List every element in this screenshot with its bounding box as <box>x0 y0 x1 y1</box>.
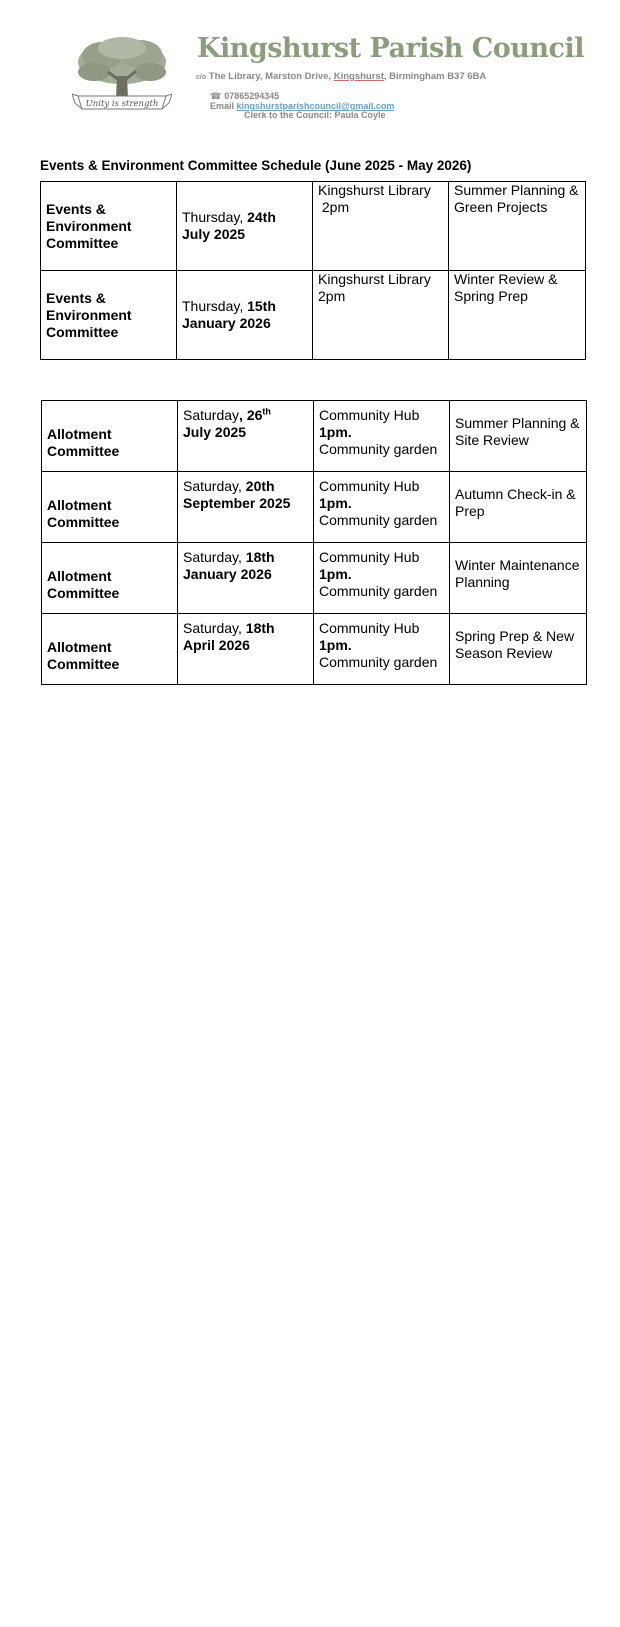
committee-cell: Allotment Committee <box>42 472 178 543</box>
committee-cell: Events & Environment Committee <box>41 271 177 360</box>
meeting-time: 1pm. <box>319 495 352 511</box>
venue-name: Community Hub <box>319 478 420 494</box>
meeting-date-number: , 26 <box>239 407 263 423</box>
topic-cell: Winter Review & Spring Prep <box>449 271 586 360</box>
date-cell <box>178 543 314 614</box>
allotment-schedule-table <box>41 400 587 685</box>
venue-cell <box>314 543 450 614</box>
venue-cell <box>314 472 450 543</box>
committee-cell: Allotment Committee <box>42 543 178 614</box>
topic-cell: Winter Maintenance Planning <box>450 543 587 614</box>
meeting-date-number: 18th <box>241 549 275 565</box>
phone-number: 07865294345 <box>224 91 280 101</box>
meeting-time: 2pm <box>318 288 346 304</box>
email-label: Email <box>210 101 235 111</box>
table-row <box>41 271 586 360</box>
meeting-day: Saturday, <box>183 620 242 636</box>
meeting-date-number: 20th <box>241 478 275 494</box>
topic-cell: Summer Planning & Site Review <box>450 401 587 472</box>
meeting-time: 2pm <box>318 199 350 215</box>
meeting-date-number: 18th <box>241 620 275 636</box>
table-row <box>42 401 587 472</box>
council-address <box>196 71 496 83</box>
venue-cell <box>313 271 449 360</box>
letterhead <box>0 0 620 130</box>
address-prefix: c/o <box>196 74 207 81</box>
meeting-time: 1pm. <box>319 566 352 582</box>
meeting-day: Saturday, <box>183 549 242 565</box>
meeting-date: 15th January 2026 <box>182 298 276 331</box>
events-schedule-table <box>40 181 586 360</box>
venue-name: Kingshurst Library <box>318 271 431 287</box>
venue-name: Community Hub <box>319 620 420 636</box>
committee-cell: Allotment Committee <box>42 401 178 472</box>
phone-icon: ☎ <box>210 91 222 101</box>
topic-cell: Summer Planning & Green Projects <box>449 182 586 271</box>
date-cell <box>178 472 314 543</box>
meeting-time: 1pm. <box>319 637 352 653</box>
table-row <box>42 614 587 685</box>
venue-location: Community garden <box>319 654 438 670</box>
venue-name: Kingshurst Library <box>318 182 431 198</box>
address-town: Kingshurst <box>333 71 384 82</box>
committee-cell: Allotment Committee <box>42 614 178 685</box>
table-row <box>41 182 586 271</box>
logo-motto: Unity is strength <box>85 99 159 109</box>
meeting-month-year: September 2025 <box>183 495 291 511</box>
meeting-month-year: April 2026 <box>183 637 250 653</box>
meeting-day: Thursday, <box>182 209 244 225</box>
meeting-time: 1pm. <box>319 424 352 440</box>
address-street: The Library, Marston Drive, <box>208 71 332 82</box>
table-row <box>42 543 587 614</box>
committee-cell: Events & Environment Committee <box>41 182 177 271</box>
meeting-day: Saturday, <box>183 478 242 494</box>
date-suffix: th <box>262 406 271 417</box>
schedule-heading: Events & Environment Committee Schedule (June 2025 - May 2026) <box>40 158 472 173</box>
oak-tree-logo-icon <box>72 36 172 120</box>
venue-name: Community Hub <box>319 549 420 565</box>
council-name: Kingshurst Parish Council <box>197 33 584 64</box>
email-link[interactable]: kingshurstparishcouncil@gmail.com <box>236 101 395 111</box>
table-row <box>42 472 587 543</box>
venue-name: Community Hub <box>319 407 420 423</box>
date-cell <box>178 614 314 685</box>
venue-cell <box>314 401 450 472</box>
venue-cell <box>314 614 450 685</box>
clerk-name: Clerk to the Council: Paula Coyle <box>244 110 386 120</box>
address-city: , Birmingham B37 6BA <box>383 71 487 82</box>
venue-cell <box>313 182 449 271</box>
meeting-day: Thursday, <box>182 298 244 314</box>
topic-cell: Autumn Check-in & Prep <box>450 472 587 543</box>
meeting-day: Saturday <box>183 407 240 423</box>
date-cell <box>177 182 313 271</box>
venue-location: Community garden <box>319 512 438 528</box>
topic-cell: Spring Prep & New Season Review <box>450 614 587 685</box>
date-cell <box>177 271 313 360</box>
venue-location: Community garden <box>319 583 438 599</box>
meeting-month-year: July 2025 <box>183 424 247 440</box>
venue-location: Community garden <box>319 441 438 457</box>
meeting-date: 24th July 2025 <box>182 209 276 242</box>
meeting-month-year: January 2026 <box>183 566 272 582</box>
date-cell <box>178 401 314 472</box>
